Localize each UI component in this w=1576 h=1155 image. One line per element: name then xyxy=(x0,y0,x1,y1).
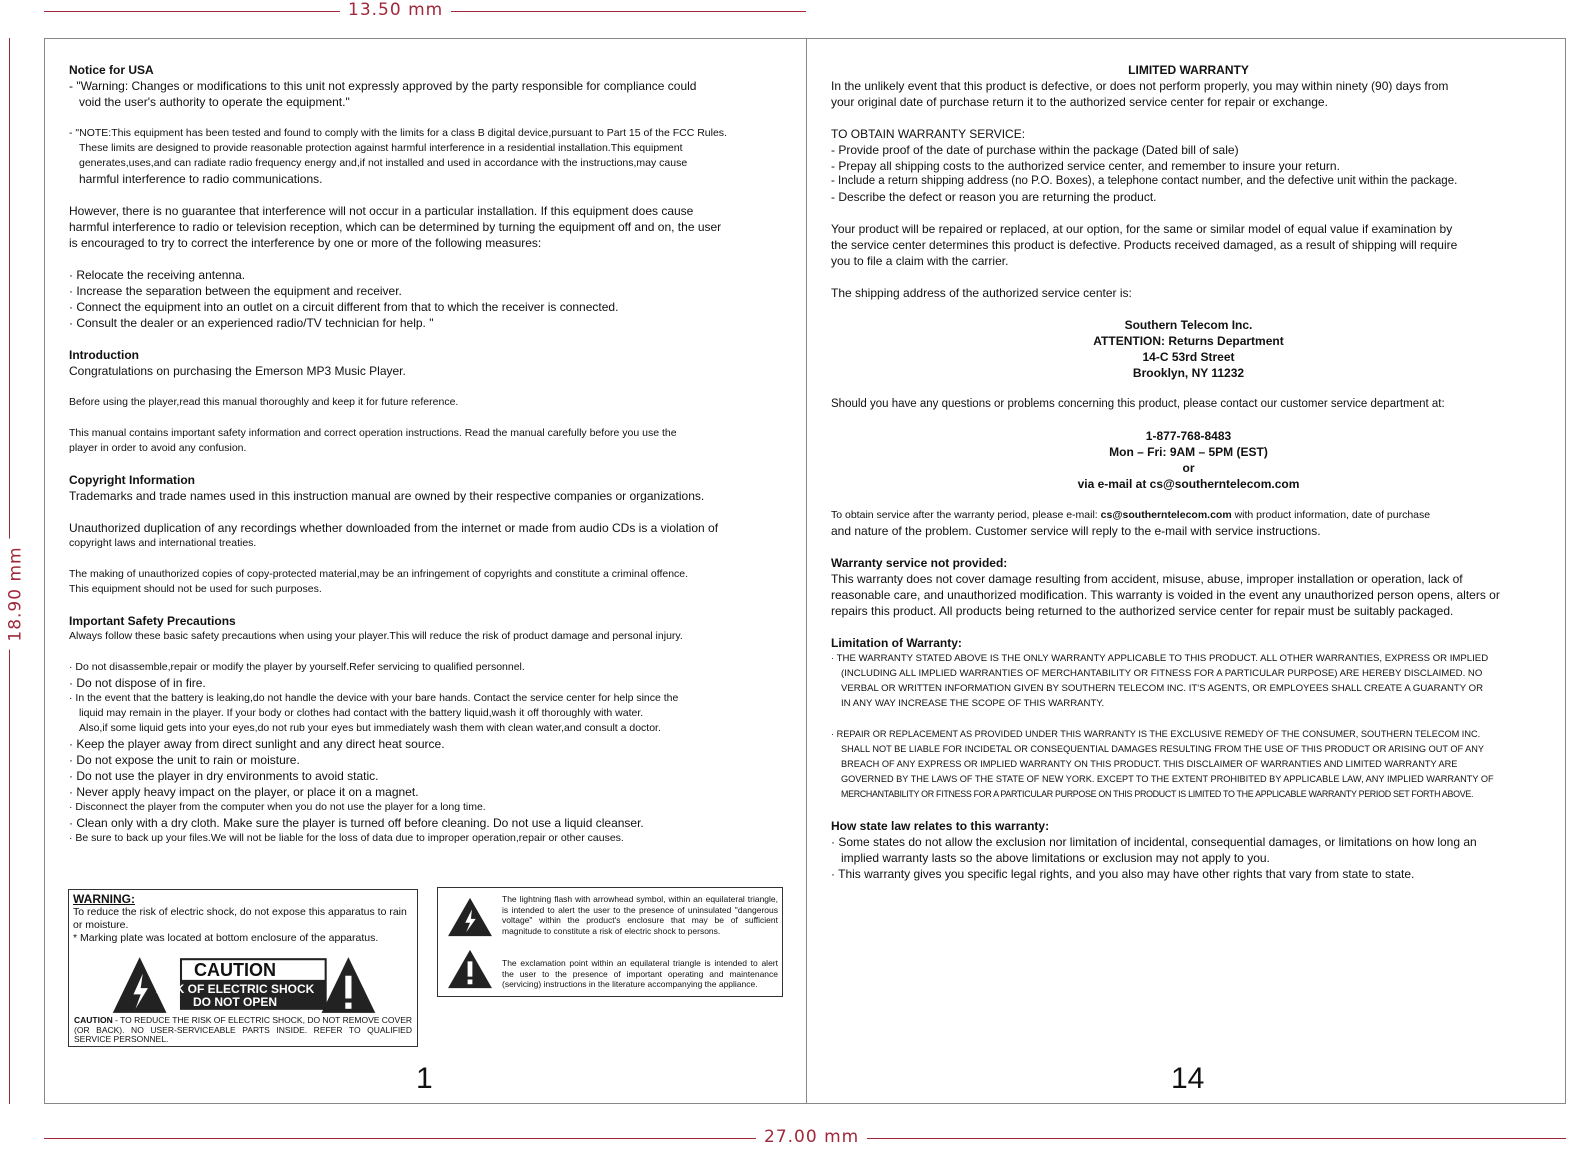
notice-line: These limits are designed to provide reasonable protection against harmful interference in a residential installation.This equipment xyxy=(79,142,683,154)
limitation-line: · THE WARRANTY STATED ABOVE IS THE ONLY WARRANTY APPLICABLE TO THIS PRODUCT. ALL OTHER WARRANTIES, EXPRESS OR IMPLIED xyxy=(831,653,1489,664)
safety-item: · Do not use the player in dry environments to avoid static. xyxy=(69,769,379,783)
bottom-dimension-label: 27.00 mm xyxy=(756,1127,867,1147)
warranty-line: In the unlikely event that this product is defective, or does not perform properly, you may within ninety (90) days from xyxy=(831,79,1449,93)
warranty-line: This warranty does not cover damage resulting from accident, misuse, abuse, improper installation or operation, lack of xyxy=(831,572,1463,586)
email-link[interactable]: cs@southerntelecom.com xyxy=(1100,509,1232,521)
not-provided-title: Warranty service not provided: xyxy=(831,556,1008,570)
obtain-item: - Prepay all shipping costs to the authorized service center, and remember to insure your return. xyxy=(831,159,1340,173)
caution-label: CAUTION xyxy=(74,1015,113,1025)
safety-item: · Never apply heavy impact on the player, or place it on a magnet. xyxy=(69,785,419,799)
however-line: harmful interference to radio or television reception, which can be determined by turning the equipment off and on, the user xyxy=(69,220,722,234)
lightning-symbol-text: The lightning flash with arrowhead symbol, within an equilateral triangle, is intended to alert the user to the presence of uninsulated "dangerous voltage" within the product's enclosure that may be of sufficient magnitude to constitute a risk of electric shock to persons. xyxy=(502,894,778,936)
warranty-title: LIMITED WARRANTY xyxy=(1128,63,1249,77)
limitation-line: VERBAL OR WRITTEN INFORMATION GIVEN BY SOUTHERN TELECOM INC. IT'S AGENTS, OR EMPLOYEES SHALL CREATE A GUARANTY OR xyxy=(841,683,1484,694)
safety-item: · Do not dispose of in fire. xyxy=(69,676,206,690)
warranty-line: The shipping address of the authorized service center is: xyxy=(831,286,1132,300)
however-line: is encouraged to try to correct the interference by one or more of the following measures: xyxy=(69,236,542,250)
safety-item: · In the event that the battery is leaking,do not handle the device with your bare hands. Contact the service center for help since the xyxy=(69,692,679,704)
copyright-line: copyright laws and international treaties. xyxy=(69,537,257,549)
safety-item: · Be sure to back up your files.We will not be liable for the loss of data due to improper operation,repair or other causes. xyxy=(69,832,624,844)
safety-item: Also,if some liquid gets into your eyes,do not rub your eyes but immediately wash them with clean water,and consult a doctor. xyxy=(79,722,661,734)
top-dimension-label: 13.50 mm xyxy=(340,0,451,20)
copyright-line: Unauthorized duplication of any recordings whether downloaded from the internet or made from audio CDs is a violation of xyxy=(69,521,719,535)
notice-line: void the user's authority to operate the equipment." xyxy=(79,95,350,109)
right-page-number: 14 xyxy=(1171,1062,1205,1095)
limitation-line: IN ANY WAY INCREASE THE SCOPE OF THIS WARRANTY. xyxy=(841,698,1105,709)
address-line: 14-C 53rd Street xyxy=(1142,350,1235,364)
intro-line: Before using the player,read this manual thoroughly and keep it for future reference. xyxy=(69,396,459,408)
contact-or: or xyxy=(1182,461,1195,475)
limitation-line: BREACH OF ANY EXPRESS OR IMPLIED WARRANTY ON THIS PRODUCT. THIS DISCLAIMER OF WARRANTIES AND LIMITED WARRANTY ARE xyxy=(841,759,1458,769)
warranty-line: and nature of the problem. Customer service will reply to the e-mail with service instructions. xyxy=(831,524,1321,538)
warning-note: * Marking plate was located at bottom enclosure of the apparatus. xyxy=(73,932,379,944)
warranty-line: Your product will be repaired or replaced, at our option, for the same or similar model of equal value if examination by xyxy=(831,222,1453,236)
warranty-line: reasonable care, and unauthorized modification. This warranty is voided in the event any unauthorized person opens, alters or xyxy=(831,588,1500,602)
limitation-line: GOVERNED BY THE LAWS OF THE STATE OF NEW YORK. EXCEPT TO THE EXTENT PROHIBITED BY APPLICABLE LAW, ANY IMPLIED WARRANTY OF xyxy=(841,774,1494,784)
notice-line: - "Warning: Changes or modifications to this unit not expressly approved by the party responsible for compliance could xyxy=(69,79,697,93)
limitation-title: Limitation of Warranty: xyxy=(831,636,962,650)
limitation-line: (INCLUDING ALL IMPLIED WARRANTIES OF MERCHANTABILITY OR FITNESS FOR A PARTICULAR PURPOSE) ARE HEREBY DISCLAIMED. NO xyxy=(841,668,1483,679)
left-page-number: 1 xyxy=(416,1062,433,1095)
obtain-title: TO OBTAIN WARRANTY SERVICE: xyxy=(831,127,1026,141)
warning-title: WARNING: xyxy=(73,892,135,906)
caution-line-2: DO NOT OPEN xyxy=(192,995,277,1009)
intro-line: This manual contains important safety information and correct operation instructions. Read the manual carefully before you use the xyxy=(69,427,677,439)
contact-phone: 1-877-768-8483 xyxy=(1145,429,1232,443)
notice-line: generates,uses,and can radiate radio frequency energy and,if not installed and used in accordance with the instructions,may cause xyxy=(79,157,688,169)
safety-item: · Keep the player away from direct sunlight and any direct heat source. xyxy=(69,737,445,751)
warranty-line: repairs this product. All products being returned to the authorized service center for repair must be suitably packaged. xyxy=(831,604,1454,618)
state-law-title: How state law relates to this warranty: xyxy=(831,819,1050,833)
intro-line: player in order to avoid any confusion. xyxy=(69,442,247,454)
state-law-line: implied warranty lasts so the above limitations or exclusion may not apply to you. xyxy=(841,851,1270,865)
warning-box xyxy=(68,889,418,1047)
notice-title: Notice for USA xyxy=(69,63,154,77)
caution-text xyxy=(74,1016,412,1045)
intro-title: Introduction xyxy=(69,348,139,362)
caution-body: - TO REDUCE THE RISK OF ELECTRIC SHOCK, DO NOT REMOVE COVER (OR BACK). NO USER-SERVICEABLE PARTS INSIDE. REFER TO QUALIFIED SERVICE PERSONNEL. xyxy=(74,1015,413,1044)
address-line: ATTENTION: Returns Department xyxy=(1093,334,1284,348)
copyright-line: Trademarks and trade names used in this instruction manual are owned by their respective companies or organizations. xyxy=(69,489,705,503)
address-line: Southern Telecom Inc. xyxy=(1124,318,1253,332)
obtain-item: - Include a return shipping address (no P.O. Boxes), a telephone contact number, and the defective unit within the package. xyxy=(831,175,1458,187)
safety-item: · Clean only with a dry cloth. Make sure the player is turned off before cleaning. Do not use a liquid cleanser. xyxy=(69,816,644,830)
warranty-line: your original date of purchase return it to the authorized service center for repair or exchange. xyxy=(831,95,1328,109)
obtain-item: - Provide proof of the date of purchase within the package (Dated bill of sale) xyxy=(831,143,1239,157)
caution-line-1: RISK OF ELECTRIC SHOCK xyxy=(155,982,315,996)
text-span: To obtain service after the warranty period, please e-mail: xyxy=(831,509,1101,521)
copyright-title: Copyright Information xyxy=(69,473,195,487)
measure-item: · Increase the separation between the equipment and receiver. xyxy=(69,284,402,298)
warranty-line: you to file a claim with the carrier. xyxy=(831,254,1009,268)
however-line: However, there is no guarantee that interference will not occur in a particular installation. If this equipment does cause xyxy=(69,204,694,218)
limitation-line: · REPAIR OR REPLACEMENT AS PROVIDED UNDER THIS WARRANTY IS THE EXCLUSIVE REMEDY OF THE CONSUMER, SOUTHERN TELECOM INC. xyxy=(831,729,1481,739)
copyright-line: The making of unauthorized copies of copy-protected material,may be an infringement of copyrights and constitute a criminal offence. xyxy=(69,568,689,580)
symbol-explanation-box xyxy=(437,887,783,997)
safety-item: · Do not disassemble,repair or modify the player by yourself.Refer servicing to qualified personnel. xyxy=(69,661,525,673)
address-line: Brooklyn, NY 11232 xyxy=(1132,366,1245,380)
copyright-line: This equipment should not be used for such purposes. xyxy=(69,583,322,595)
left-dimension-label: 18.90 mm xyxy=(6,538,26,649)
measure-item: · Relocate the receiving antenna. xyxy=(69,268,246,282)
page-divider xyxy=(806,38,807,1104)
exclamation-triangle-icon xyxy=(446,948,494,990)
measure-item: · Connect the equipment into an outlet on a circuit different from that to which the receiver is connected. xyxy=(69,300,619,314)
limitation-line: MERCHANTABILITY OR FITNESS FOR A PARTICULAR PURPOSE ON THIS PRODUCT IS LIMITED TO THE APPLICABLE WARRANTY PERIOD SET FORTH ABOVE. xyxy=(841,789,1474,799)
safety-item: liquid may remain in the player. If your body or clothes had contact with the battery liquid,wash it off thoroughly with water. xyxy=(79,707,644,719)
warranty-line: the service center determines this product is defective. Products received damaged, as a result of shipping will require xyxy=(831,238,1458,252)
left-page-text xyxy=(69,62,794,846)
safety-title: Important Safety Precautions xyxy=(69,614,236,628)
state-law-line: · This warranty gives you specific legal rights, and you also may have other rights that vary from state to state. xyxy=(831,867,1415,881)
safety-item: · Do not expose the unit to rain or moisture. xyxy=(69,753,300,767)
lightning-triangle-icon xyxy=(446,896,494,938)
exclamation-symbol-text: The exclamation point within an equilateral triangle is intended to alert the user to the presence of important operating and maintenance (servicing) instructions in the literature accompanying the appliance. xyxy=(502,958,778,989)
safety-intro: Always follow these basic safety precautions when using your player.This will reduce the risk of product damage and personal injury. xyxy=(69,630,683,642)
notice-line: - "NOTE:This equipment has been tested and found to comply with the limits for a class B digital device,pursuant to Part 15 of the FCC Rules. xyxy=(69,127,727,139)
warranty-line xyxy=(831,508,1546,523)
safety-item: · Disconnect the player from the computer when you do not use the player for a long time. xyxy=(69,801,486,813)
contact-hours: Mon – Fri: 9AM – 5PM (EST) xyxy=(1109,445,1268,459)
intro-line: Congratulations on purchasing the Emerson MP3 Music Player. xyxy=(69,364,406,378)
right-page-text xyxy=(831,62,1546,882)
notice-line: harmful interference to radio communications. xyxy=(79,172,323,186)
warranty-line: Should you have any questions or problems concerning this product, please contact our customer service department at: xyxy=(831,398,1445,410)
limitation-line: SHALL NOT BE LIABLE FOR INCIDETAL OR CONSEQUENTIAL DAMAGES RESULTING FROM THE USE OF THIS PRODUCT OR ARISING OUT OF ANY xyxy=(841,744,1485,754)
caution-word: CAUTION xyxy=(194,960,276,980)
state-law-line: · Some states do not allow the exclusion nor limitation of incidental, consequential damages, or limitations on how long an xyxy=(831,835,1477,849)
text-span: with product information, date of purchase xyxy=(1231,509,1431,521)
warning-text: To reduce the risk of electric shock, do not expose this apparatus to rain or moisture. xyxy=(73,906,407,931)
measure-item: · Consult the dealer or an experienced radio/TV technician for help. " xyxy=(69,316,434,330)
contact-email[interactable]: via e-mail at cs@southerntelecom.com xyxy=(1077,477,1300,491)
obtain-item: - Describe the defect or reason you are returning the product. xyxy=(831,190,1157,204)
